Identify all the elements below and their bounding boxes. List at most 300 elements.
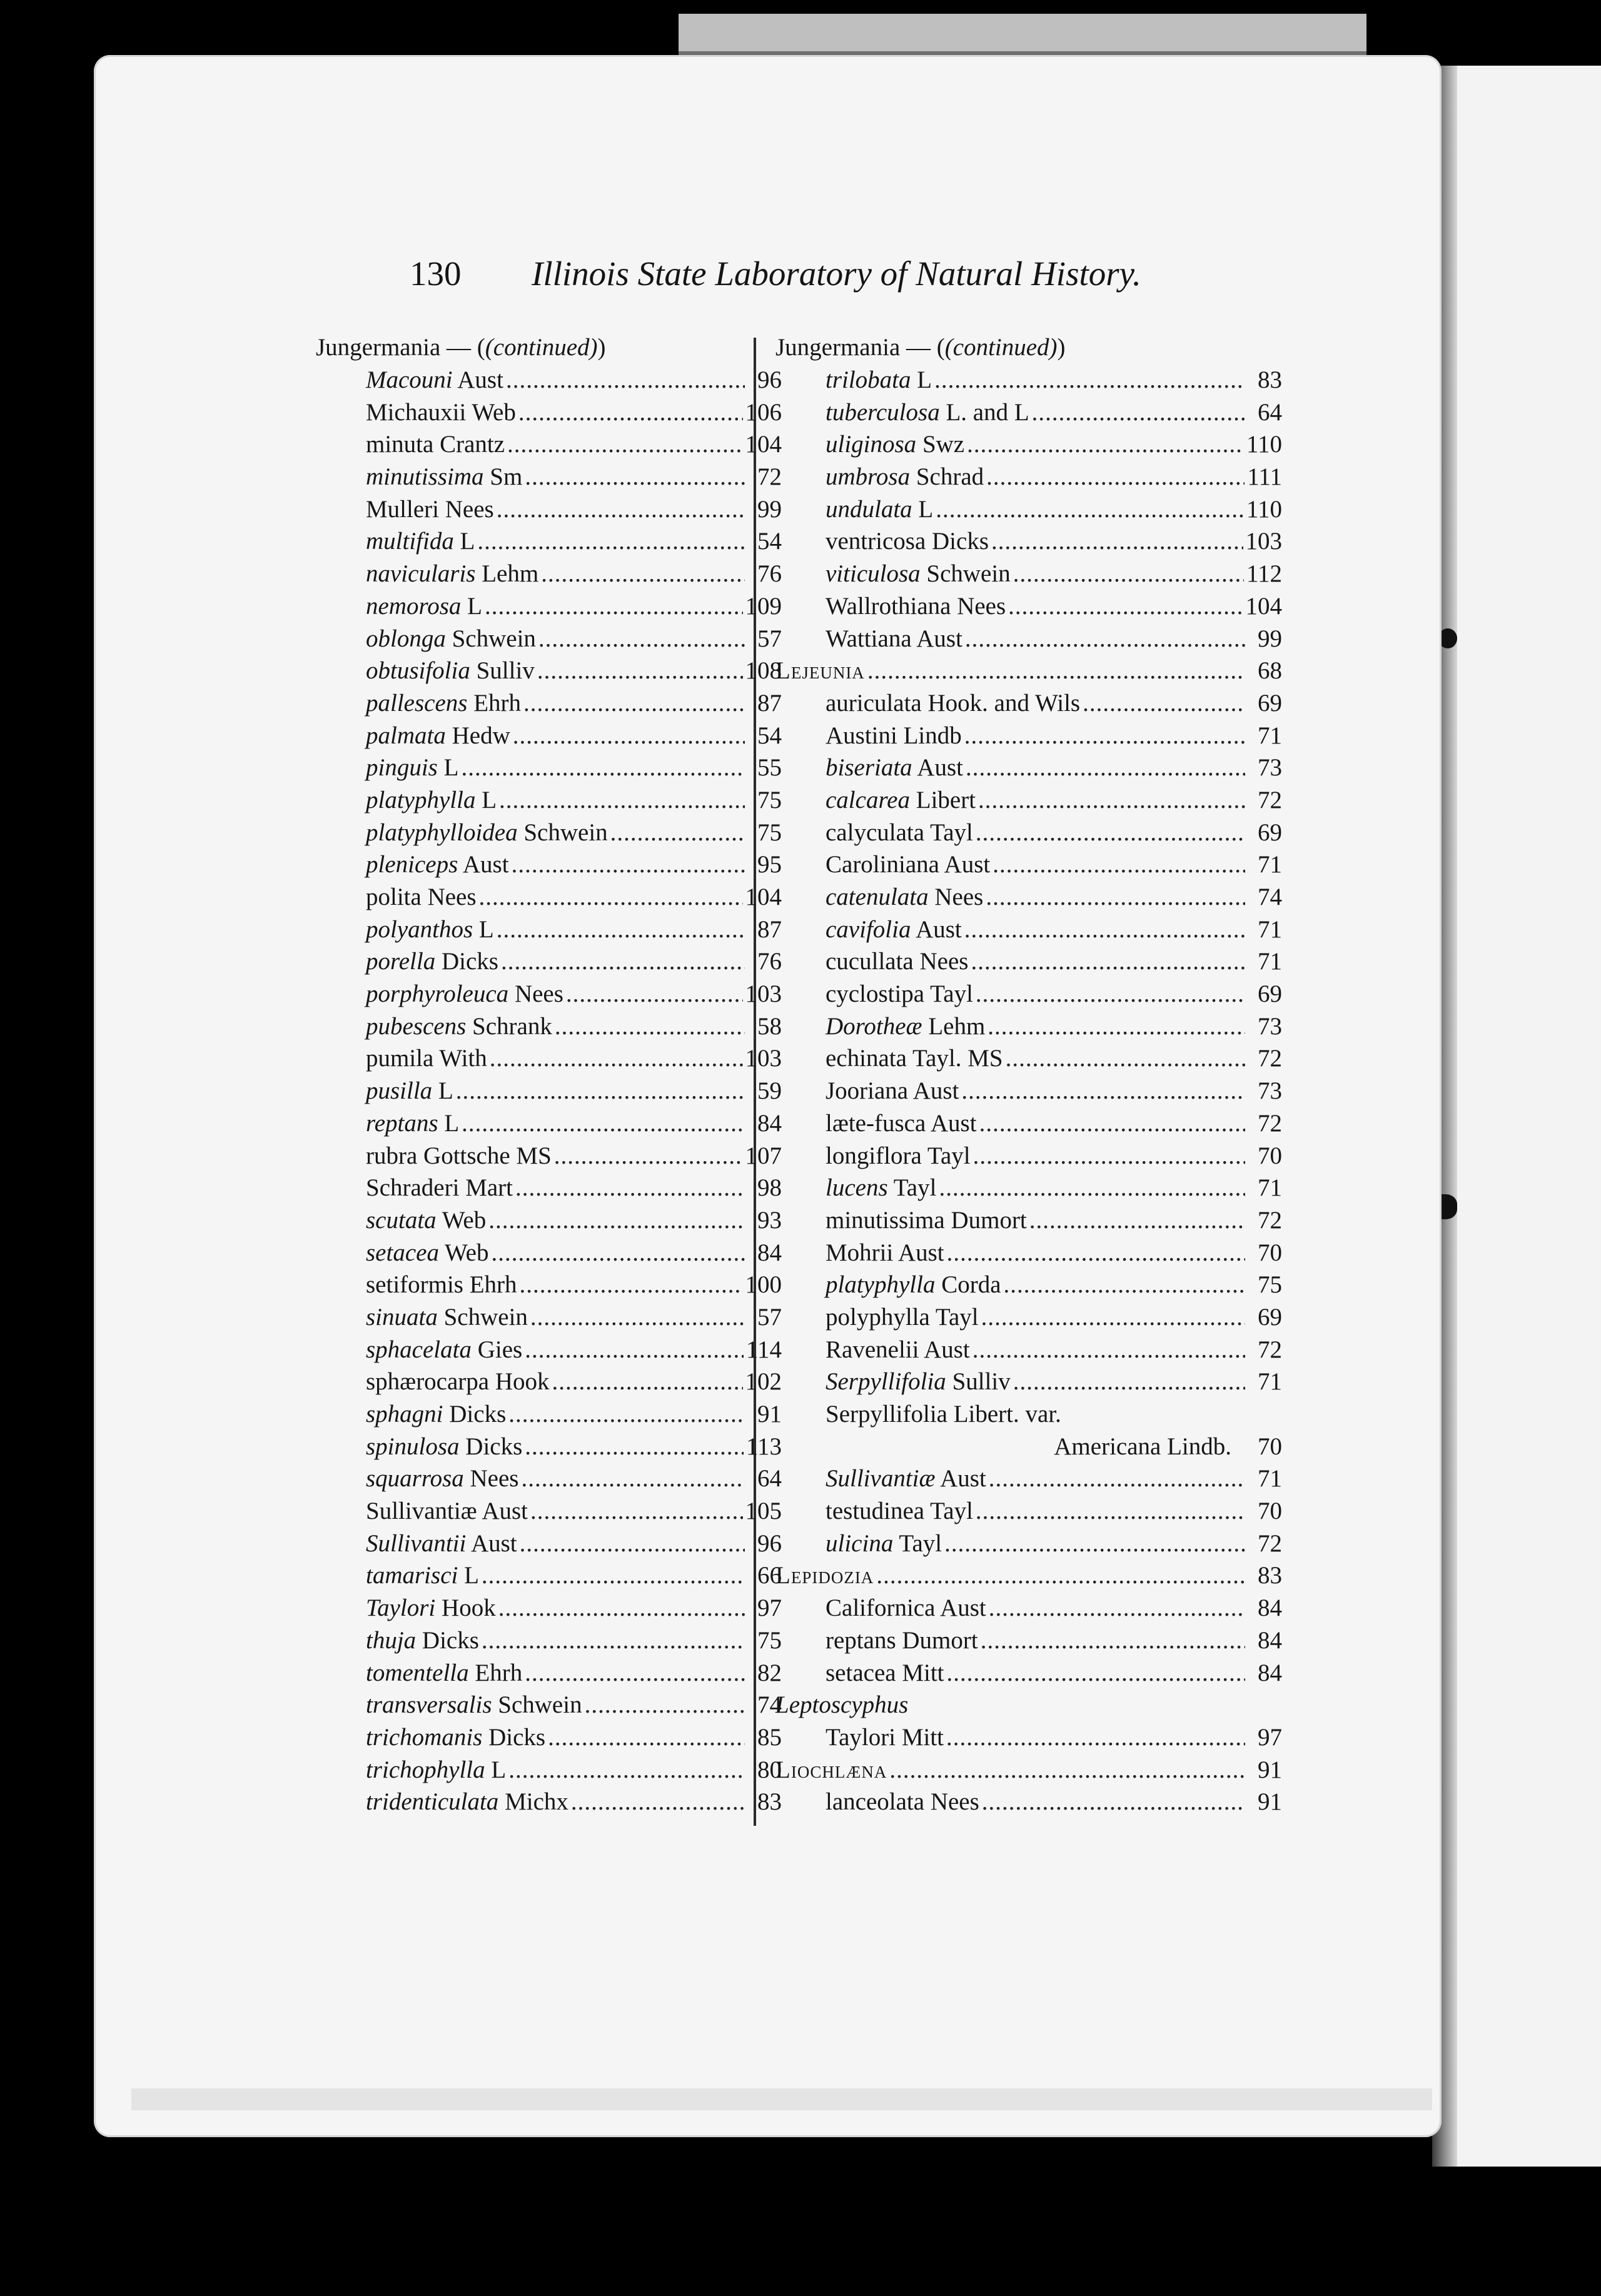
entry-name [826,1657,944,1689]
entry-page: 59 [757,1077,782,1105]
species-name: biseriata [826,754,912,782]
author-name: Nees [470,1465,519,1493]
entry-page: 72 [1258,1336,1282,1363]
species-name: cucullata [826,948,914,975]
index-entry [316,720,782,752]
index-entry [316,848,782,881]
index-entry [316,784,782,817]
leader-dots [971,945,1245,978]
leader-dots [986,881,1245,914]
heading-genus: Jungermania [316,334,441,361]
index-entry [775,848,1282,881]
entry-name [826,1107,977,1140]
leader-dots [978,784,1245,817]
author-name: L [467,592,482,620]
entry-page: 70 [1258,1142,1282,1169]
index-entry [316,1754,782,1786]
entry-page: 58 [757,1012,782,1040]
species-name: transversalis [366,1691,492,1719]
author-name: Lindb [903,722,962,749]
entry-page: 71 [1258,851,1282,879]
entry-page: 73 [1258,1012,1282,1040]
author-name: L [464,1562,479,1589]
author-name: L [438,1077,453,1105]
species-name: cyclostipa [826,980,925,1008]
entry-name [826,1042,1003,1075]
index-entry [316,1398,782,1431]
entry-page: 76 [757,948,782,975]
index-entry [775,945,1282,978]
entry-name [826,784,976,817]
entry-page: 107 [745,1142,782,1169]
leader-dots [947,1237,1245,1269]
genus-name: Liochlæna [775,1756,887,1783]
author-name: Aust [944,851,991,879]
species-name: squarrosa [366,1465,464,1493]
entry-name [826,1140,971,1172]
author-name: Schwein [443,1303,528,1331]
heading-continued: (continued) [485,334,598,361]
index-entry [316,1107,782,1140]
entry-name [826,848,990,881]
leader-dots [482,1624,745,1657]
entry-name [826,493,933,526]
leader-dots [991,525,1243,558]
species-name: cavifolia [826,915,911,943]
author-name: Dicks [488,1723,546,1751]
author-name: Schrank [472,1012,552,1040]
entry-page: 71 [1258,1368,1282,1396]
entry-name [366,1107,459,1140]
index-entry [316,914,782,946]
entry-name [826,1786,979,1818]
entry-name [826,1237,944,1269]
index-entry [316,590,782,623]
species-name: Ravenelii [826,1336,919,1363]
species-name: lanceolata [826,1788,925,1816]
author-name: Libert [916,786,976,813]
entry-name [366,1366,550,1398]
entry-page: 69 [1258,689,1282,717]
leader-dots [585,1689,745,1721]
species-name: sphagni [366,1401,443,1427]
index-entry [775,1334,1282,1366]
leader-dots [498,1592,745,1624]
leader-dots [981,1624,1245,1657]
author-name: Sm [490,463,523,491]
author-name: Michx [505,1788,568,1816]
leader-dots [497,914,745,946]
leader-dots [554,1140,743,1172]
author-name: L [918,495,934,523]
leader-dots [523,687,745,720]
leader-dots [552,1366,743,1398]
author-name: Hook. and Wils [927,689,1081,717]
entry-page: 69 [1258,980,1282,1008]
species-name: minutissima [366,463,484,491]
leader-dots [461,752,745,784]
entry-page: 84 [1258,1659,1282,1686]
scan-top-strip [679,14,1366,55]
author-name: L [482,786,497,813]
author-name: Swz [922,431,965,458]
author-name: Aust [482,1498,528,1525]
index-entry [316,752,782,784]
genus-entry [775,1559,1282,1592]
entry-name [826,1592,986,1624]
index-entry [775,1301,1282,1334]
leader-dots [976,978,1245,1010]
entry-page: 70 [1258,1239,1282,1266]
index-entry [316,1786,782,1818]
leader-dots [530,1301,745,1334]
index-entry [775,914,1282,946]
species-name: navicularis [366,560,476,588]
entry-page: 54 [757,722,782,749]
leader-dots [946,1721,1245,1754]
entry-name [826,1721,944,1754]
entry-page: 96 [757,366,782,393]
entry-name [826,364,932,396]
leader-dots [508,1398,745,1431]
entry-page: 97 [1258,1723,1282,1751]
entry-page: 54 [757,528,782,555]
genus-entry [775,1689,1282,1721]
leader-dots [947,1657,1245,1689]
leader-dots [889,1754,1245,1786]
index-entry [775,1204,1282,1237]
entry-page: 57 [757,1303,782,1331]
author-name: Mitt [902,1659,944,1686]
leader-dots [541,558,745,590]
author-name: Aust [916,625,962,652]
index-entry [316,1366,782,1398]
leader-dots [530,1495,743,1528]
species-name: setiformis [366,1271,463,1299]
leader-dots [867,655,1245,687]
author-name: Dicks [449,1401,507,1427]
author-name: Nees [930,1788,979,1816]
leader-dots [610,817,745,849]
species-name: Sullivantiæ [826,1465,936,1493]
leader-dots [488,1204,745,1237]
index-entry [775,1463,1282,1495]
leader-dots [1029,1204,1245,1237]
entry-name [366,1431,522,1463]
entry-page: 111 [1247,463,1282,491]
entry-page: 57 [757,625,782,652]
entry-page: 83 [1258,366,1282,393]
entry-page: 69 [1258,1303,1282,1331]
leader-dots [521,1463,745,1495]
species-name: palmata [366,722,446,749]
author-name: Nees [957,592,1006,620]
entry-name [366,1042,487,1075]
entry-name [366,1754,506,1786]
entry-page: 106 [745,398,782,426]
entry-name [366,525,475,558]
species-name: Michauxii [366,398,467,426]
species-name: setacea [366,1239,439,1266]
author-name: Aust [462,851,509,879]
entry-name [366,1075,453,1107]
author-name: Ehrh [469,1271,517,1299]
entry-page: 75 [757,1626,782,1654]
author-name: Dicks [465,1432,523,1460]
entry-name [366,1721,545,1754]
leader-dots [508,1754,745,1786]
species-name: Macouni [366,366,453,393]
author-name: Web [472,398,516,426]
author-name: Aust [930,1109,977,1137]
leader-dots [976,1495,1245,1528]
leader-dots [976,817,1245,849]
entry-name [826,1075,959,1107]
author-name: Schrad [916,463,984,491]
species-name: oblonga [366,625,446,652]
species-name: tridenticulata [366,1788,499,1816]
species-name: tuberculosa [826,398,940,426]
leader-dots [986,461,1245,493]
species-name: Californica [826,1594,936,1622]
author-name: Tayl [899,1529,942,1557]
index-entry [775,978,1282,1010]
genus-name: Lepidozia [775,1562,874,1589]
leader-dots [520,1269,743,1301]
species-name: uliginosa [826,431,917,458]
author-name: Corda [941,1271,1001,1299]
entry-name [366,655,535,687]
genus-entry [775,655,1282,687]
leader-dots [566,978,743,1010]
author-name: Gottsche MS [423,1142,552,1169]
entry-name [826,1334,970,1366]
author-name: Tayl [893,1174,937,1202]
author-name: Aust [924,1336,970,1363]
leader-dots [965,623,1245,655]
entry-page: 74 [757,1691,782,1719]
author-name: Nees [445,495,494,523]
author-name: Gies [477,1336,523,1363]
entry-page: 91 [757,1401,782,1427]
index-entry [316,461,782,493]
species-name: thuja [366,1626,417,1654]
species-name: pusilla [366,1077,433,1105]
index-entry [316,1463,782,1495]
index-entry [775,1010,1282,1043]
entry-name [366,1657,522,1689]
leader-dots [497,493,745,526]
index-entry [775,1140,1282,1172]
author-name: Hedw [452,722,510,749]
species-name: catenulata [826,884,929,910]
entry-name [366,1463,518,1495]
author-name: Schwein [498,1691,582,1719]
index-entry [775,558,1282,590]
leader-dots [1032,396,1245,429]
species-name: auriculata [826,689,922,717]
entry-text: Americana Lindb. [1054,1432,1231,1460]
entry-name [366,364,503,396]
index-entry [775,1237,1282,1269]
index-entry [775,687,1282,720]
entry-name [366,1689,582,1721]
entry-page: 75 [1258,1271,1282,1299]
index-entry [316,1624,782,1657]
species-name: scutata [366,1206,437,1234]
index-entry [316,1269,782,1301]
entry-name [366,687,521,720]
species-name: Caroliniana [826,851,939,879]
species-name: platyphylla [826,1271,936,1299]
index-entry [775,1657,1282,1689]
species-name: trichophylla [366,1756,485,1783]
leader-dots [490,1042,743,1075]
page-number: 130 [410,254,462,293]
entry-name [366,784,497,817]
entry-name [366,720,510,752]
species-name: multifida [366,528,454,555]
leader-dots [966,752,1245,784]
author-name: Nees [427,884,477,910]
species-name: polita [366,884,422,910]
entry-page: 66 [757,1562,782,1589]
entry-page: 98 [757,1174,782,1202]
entry-page: 68 [1258,657,1282,685]
species-name: pinguis [366,754,438,782]
leader-dots [982,1786,1245,1818]
leader-dots [477,525,745,558]
leader-dots [555,1010,745,1043]
species-name: spinulosa [366,1432,460,1460]
index-entry [775,525,1282,558]
species-name: Taylori [366,1594,436,1622]
heading-continued: (continued) [944,334,1058,361]
index-entry [316,1204,782,1237]
entry-name [366,752,458,784]
index-entry [775,1042,1282,1075]
author-name: Aust [917,754,963,782]
author-name: Hook [442,1594,496,1622]
entry-name [366,623,536,655]
index-entry [775,364,1282,396]
index-entry [775,493,1282,526]
species-name: Sullivantiæ [366,1498,477,1525]
index-entry [316,1431,782,1463]
entry-name [366,1398,506,1431]
index-entry [775,881,1282,914]
author-name: Nees [934,884,984,910]
entry-name [826,945,968,978]
leader-dots [989,1592,1245,1624]
index-entry [316,1334,782,1366]
leader-dots [1008,590,1243,623]
heading-genus: Jungermania [775,334,901,361]
entry-page: 103 [745,1045,782,1072]
index-entry [316,1042,782,1075]
author-name: Ehrh [473,689,522,717]
species-name: lucens [826,1174,888,1202]
species-name: nemorosa [366,592,462,620]
species-name: porella [366,948,436,975]
species-name: Dorotheæ [826,1012,922,1040]
author-name: L [444,1109,460,1137]
leader-dots [979,1107,1245,1140]
entry-name [366,945,498,978]
author-name: Lehm [482,560,539,588]
entry-page: 100 [745,1271,782,1299]
index-entry-continued: Serpyllifolia Libert. var. [826,1401,1061,1427]
running-title: Illinois State Laboratory of Natural History. [532,254,1141,293]
index-entry [775,1107,1282,1140]
species-name: pleniceps [366,851,458,879]
entry-page: 74 [1258,884,1282,910]
entry-name [826,1301,979,1334]
author-name: L [460,528,475,555]
entry-name [366,1495,528,1528]
genus-name: Lejeunia [775,657,865,685]
author-name: Aust [940,1594,986,1622]
species-name: platyphylloidea [366,818,518,846]
leader-dots [525,1657,745,1689]
index-entry [775,784,1282,817]
entry-page: 110 [1246,431,1282,458]
species-name: pumila [366,1045,434,1072]
leader-dots [964,914,1245,946]
entry-name [366,1624,479,1657]
index-entry [316,1301,782,1334]
index-entry [316,623,782,655]
entry-name [366,493,494,526]
entry-name [366,1559,479,1592]
species-name: longiflora [826,1142,922,1169]
species-name: sinuata [366,1303,438,1331]
entry-page: 72 [1258,1529,1282,1557]
entry-page: 71 [1258,1465,1282,1493]
index-entry [316,1495,782,1528]
leader-dots [1004,1269,1245,1301]
index-entry [775,1269,1282,1301]
index-entry [316,525,782,558]
index-entry [775,817,1282,849]
leader-dots [507,428,742,461]
entry-page: 103 [745,980,782,1008]
author-name: Dumort [902,1626,978,1654]
leader-dots [537,655,743,687]
index-entry [316,1237,782,1269]
entry-page: 109 [745,592,782,620]
species-name: Serpyllifolia [826,1368,946,1396]
author-name: Web [445,1239,489,1266]
index-entry [775,1592,1282,1624]
leader-dots [512,848,745,881]
entry-page: 73 [1258,754,1282,782]
entry-name [826,687,1080,720]
author-name: Sulliv [952,1368,1011,1396]
leader-dots [1083,687,1245,720]
species-name: undulata [826,495,912,523]
index-entry [775,428,1282,461]
index-entry [316,1559,782,1592]
species-name: calyculata [826,818,925,846]
species-name: reptans [826,1626,896,1654]
index-entry [775,1366,1282,1398]
author-name: Aust [916,915,962,943]
entry-page: 72 [1258,1206,1282,1234]
leader-dots [520,1528,745,1560]
leader-dots [525,1334,744,1366]
author-name: Nees [919,948,969,975]
